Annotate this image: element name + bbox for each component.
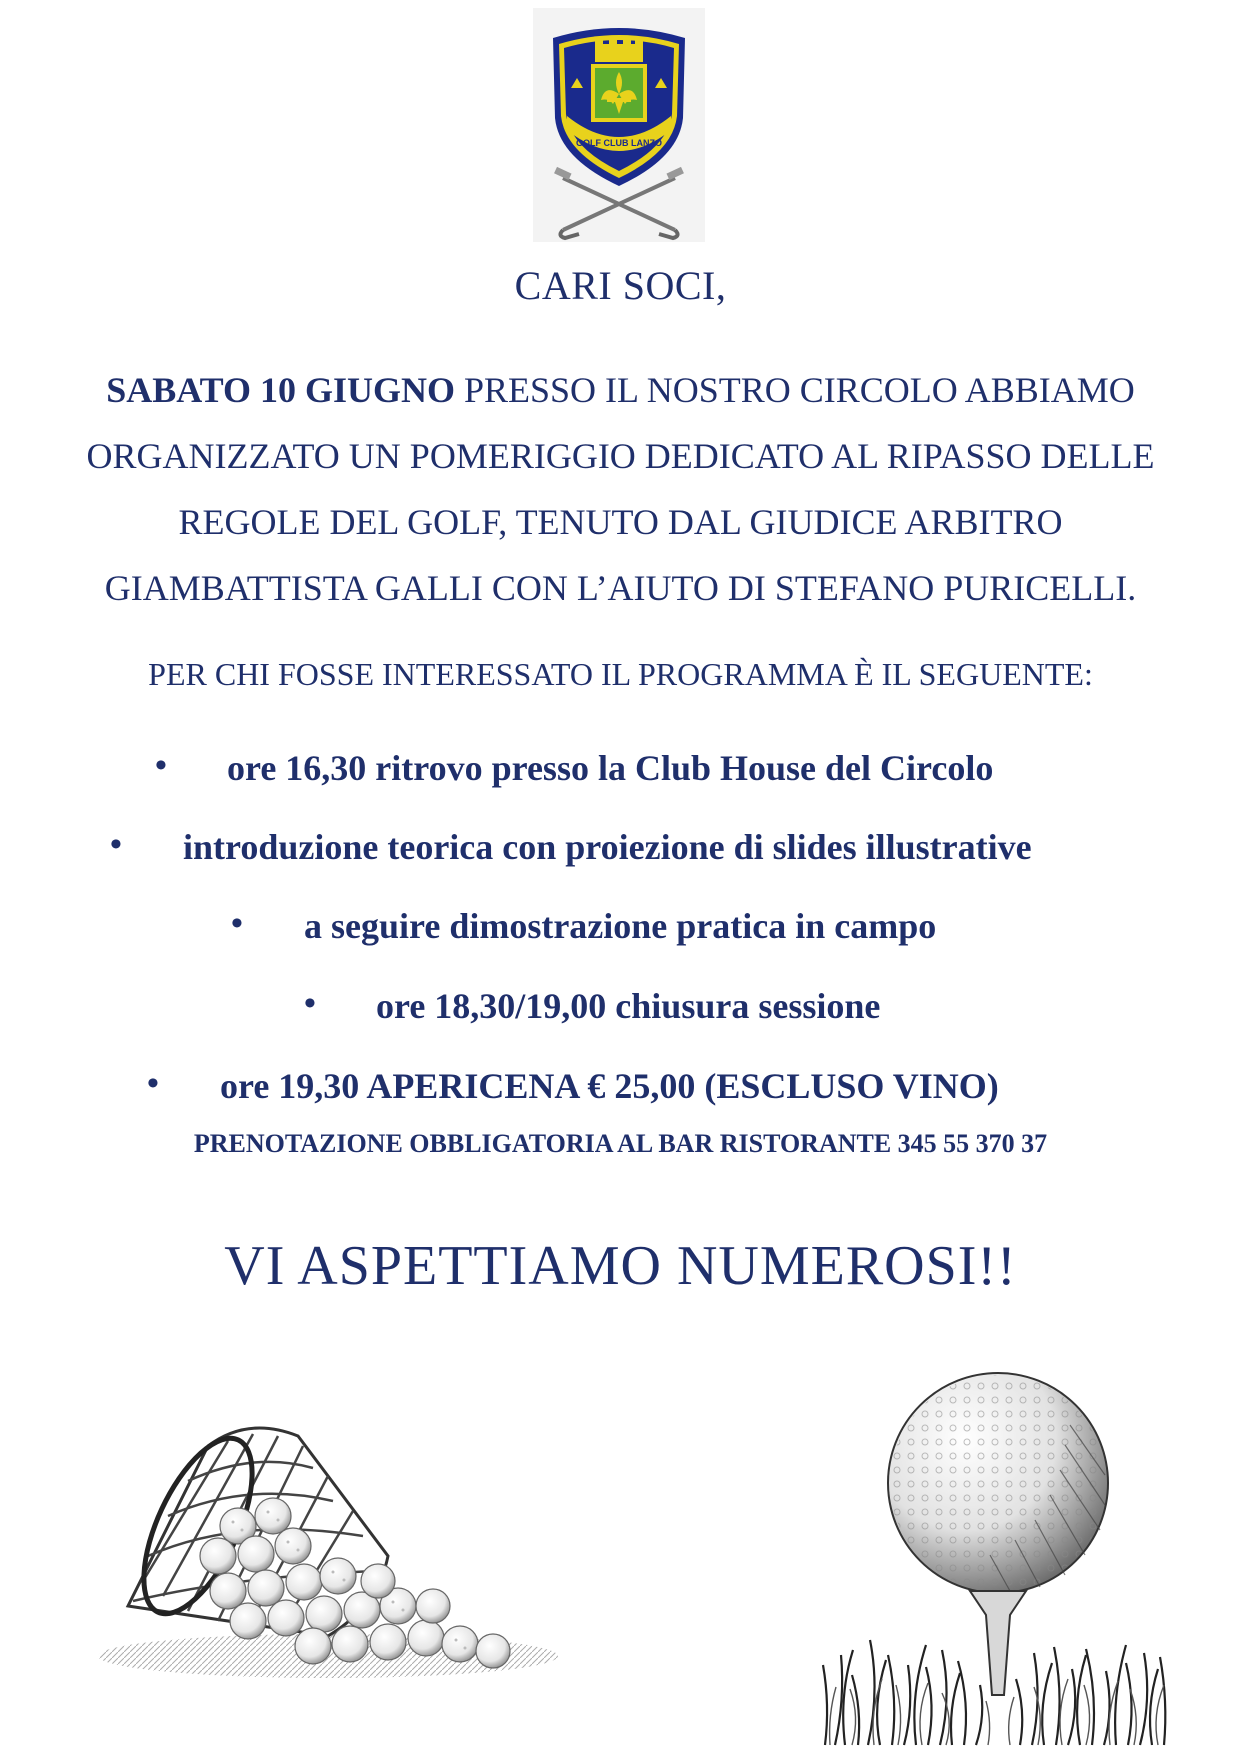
program-item-text: ore 18,30/19,00 chiusura sessione	[376, 986, 881, 1026]
program-intro: PER CHI FOSSE INTERESSATO IL PROGRAMMA È IL SEGUENTE:	[148, 656, 1093, 692]
intro-line-4: GIAMBATTISTA GALLI CON L’AIUTO DI STEFANO PURICELLI.	[104, 568, 1137, 608]
program-item-text: introduzione teorica con proiezione di slides illustrative	[183, 827, 1032, 867]
intro-paragraph	[30, 357, 1211, 621]
program-item-text: a seguire dimostrazione pratica in campo	[304, 906, 937, 946]
program-item	[155, 747, 1085, 793]
bullet-icon: •	[304, 985, 316, 1022]
basket-illustration	[88, 1406, 558, 1684]
bullet-icon: •	[155, 747, 167, 784]
program-item	[147, 1065, 1147, 1111]
program-item	[304, 985, 1004, 1031]
bullet-icon: •	[147, 1065, 159, 1102]
program-item-text: ore 19,30 APERICENA € 25,00 (ESCLUSO VINO)	[220, 1066, 999, 1106]
intro-line-3: REGOLE DEL GOLF, TENUTO DAL GIUDICE ARBITRO	[178, 502, 1063, 542]
greeting: CARI SOCI,	[514, 263, 727, 308]
intro-line-1	[30, 357, 1211, 423]
booking-note: PRENOTAZIONE OBBLIGATORIA AL BAR RISTORANTE 345 55 370 37	[193, 1129, 1048, 1158]
golf-ball-on-tee-icon	[820, 1365, 1170, 1750]
program-item-text: ore 16,30 ritrovo presso la Club House del Circolo	[227, 748, 994, 788]
golf-club-lanzo-crest-icon	[533, 8, 705, 242]
program-item	[110, 826, 1140, 872]
intro-line-2: ORGANIZZATO UN POMERIGGIO DEDICATO AL RIPASSO DELLE	[86, 436, 1155, 476]
svg-text:GOLF CLUB LANZO: GOLF CLUB LANZO	[576, 138, 662, 148]
program-item	[231, 905, 1031, 951]
closing-message: VI ASPETTIAMO NUMEROSI!!	[224, 1235, 1017, 1297]
golf-ball-basket-icon	[88, 1406, 558, 1684]
bullet-icon: •	[110, 826, 122, 863]
ball-on-tee-illustration	[820, 1365, 1170, 1750]
club-logo	[533, 8, 705, 242]
intro-text-1: PRESSO IL NOSTRO CIRCOLO ABBIAMO	[454, 370, 1135, 410]
event-date: SABATO 10 GIUGNO	[106, 370, 455, 410]
bullet-icon: •	[231, 905, 243, 942]
